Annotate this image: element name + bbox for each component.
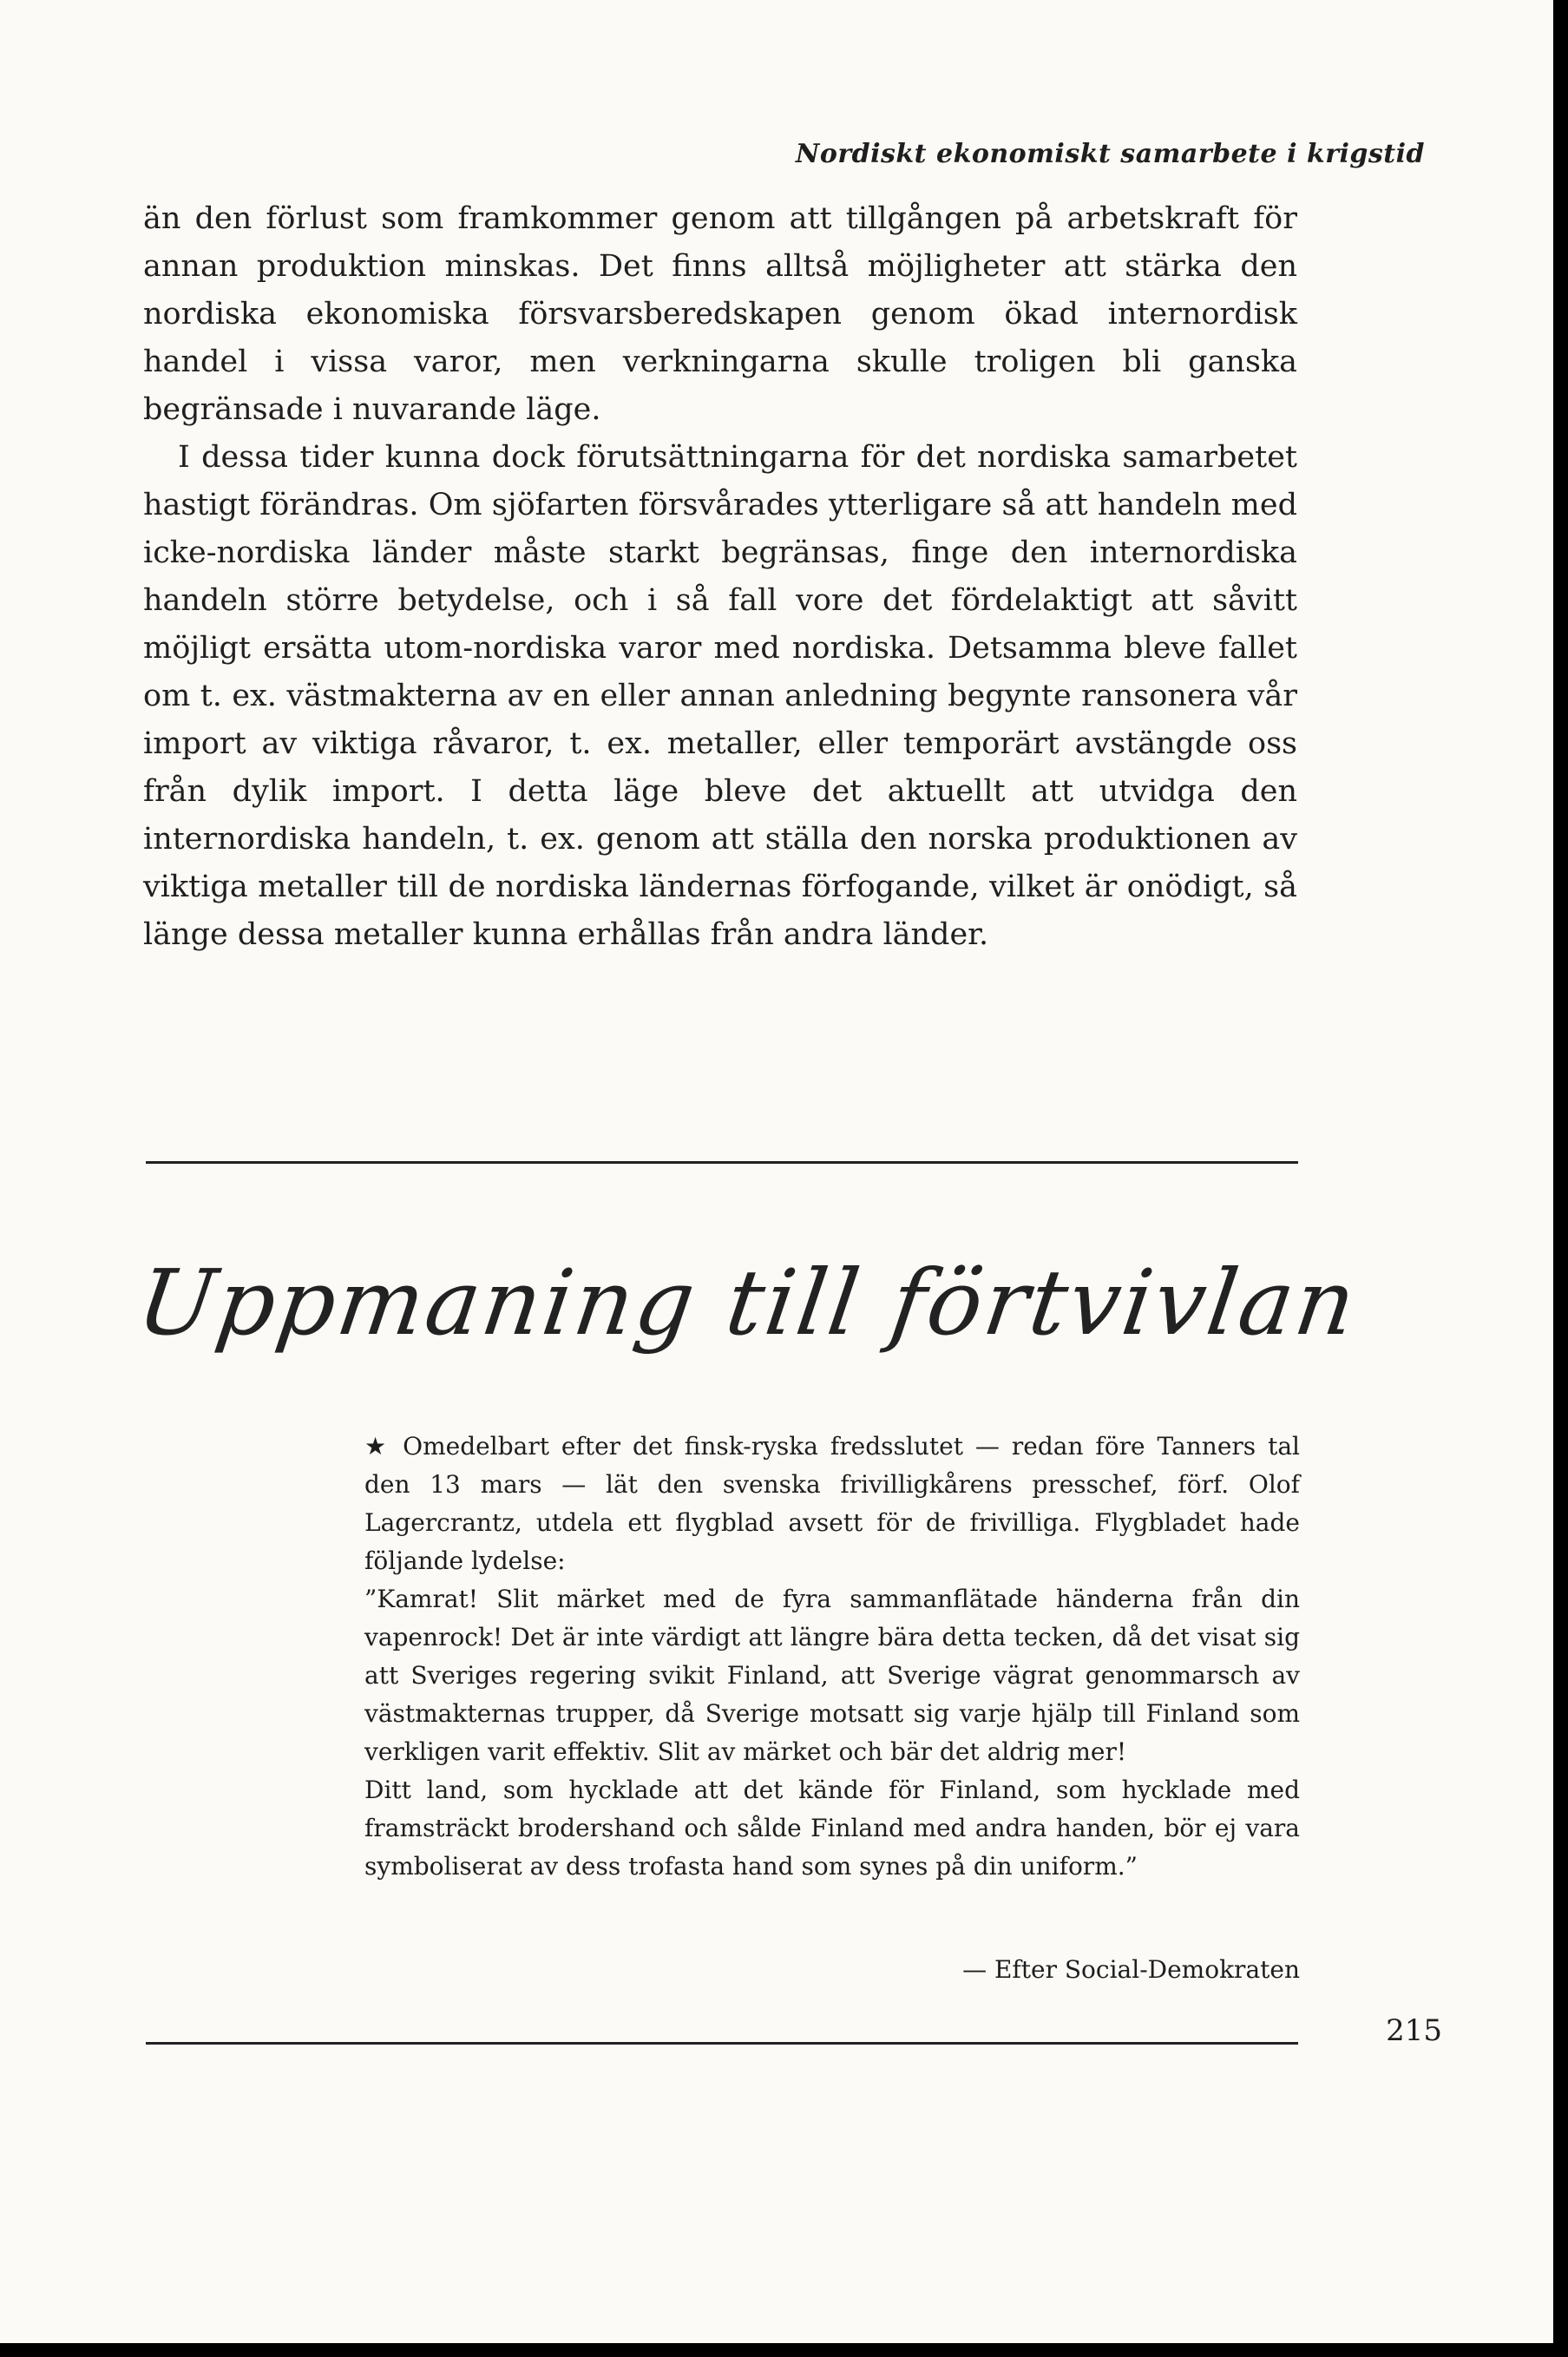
article-source: — Efter Social-Demokraten bbox=[962, 1955, 1300, 1984]
running-head: Nordiskt ekonomiskt samarbete i krigstid bbox=[795, 139, 1425, 169]
article-intro-text: Omedelbart efter det finsk-ryska fredsslutet — redan före Tanners tal den 13 mars — lät den svenska frivilligkårens presschef, förf. Olof Lagercrantz, utdela ett flygblad avsett för de frivilliga. Flygbladet hade följande lydelse: bbox=[364, 1432, 1301, 1575]
divider-rule-bottom bbox=[146, 2042, 1298, 2045]
body-paragraph: I dessa tider kunna dock förutsättningarna för det nordiska samarbetet hastigt förändras. Om sjöfarten försvårades ytterligare så att handeln med icke-nordiska länder måste starkt begränsas, finge den internordiska handeln större betydelse, och i så fall vore det fördelaktigt att såvitt möjligt ersätta utom-nordiska varor med nordiska. Detsamma bleve fallet om t. ex. västmakterna av en eller annan anledning begynte ransonera vår import av viktiga råvaror, t. ex. metaller, eller temporärt avstängde oss från dylik import. I detta läge bleve det aktuellt att utvidga den internordiska handeln, t. ex. genom att ställa den norska produktionen av viktiga metaller till de nordiska ländernas förfogande, vilket är onödigt, så länge dessa metaller kunna erhållas från andra länder. bbox=[143, 440, 1297, 952]
article-quote: Ditt land, som hycklade att det kände för Finland, som hycklade med framsträckt brodershand och sålde Finland med andra handen, bör ej vara symboliserat av dess trofasta hand som synes på din uniform.” bbox=[364, 1776, 1300, 1881]
article-quote: ”Kamrat! Slit märket med de fyra sammanflätade händerna från din vapenrock! Det är inte värdigt att längre bära detta tecken, då det visat sig att Sveriges regering svikit Finland, att Sverige vägrat genommarsch av västmakternas trupper, då Sverige motsatt sig varje hjälp till Finland som verkligen varit effektiv. Slit av märket och bär det aldrig mer! bbox=[364, 1585, 1300, 1766]
body-paragraph: än den förlust som framkommer genom att tillgången på arbetskraft för annan produktion minskas. Det finns alltså möjligheter att stärka den nordiska ekonomiska försvarsberedskapen genom ökad internordisk handel i vissa varor, men verkningarna skulle troligen bli ganska begränsade i nuvarande läge. bbox=[143, 201, 1297, 427]
star-icon: ★ bbox=[364, 1432, 391, 1461]
page-number: 215 bbox=[1386, 2013, 1442, 2048]
article-heading: Uppmaning till förtvivlan bbox=[131, 1250, 1365, 1356]
divider-rule-top bbox=[146, 1161, 1298, 1164]
article-intro bbox=[364, 1428, 1300, 1580]
article-body bbox=[364, 1428, 1300, 1886]
body-text bbox=[143, 195, 1297, 959]
